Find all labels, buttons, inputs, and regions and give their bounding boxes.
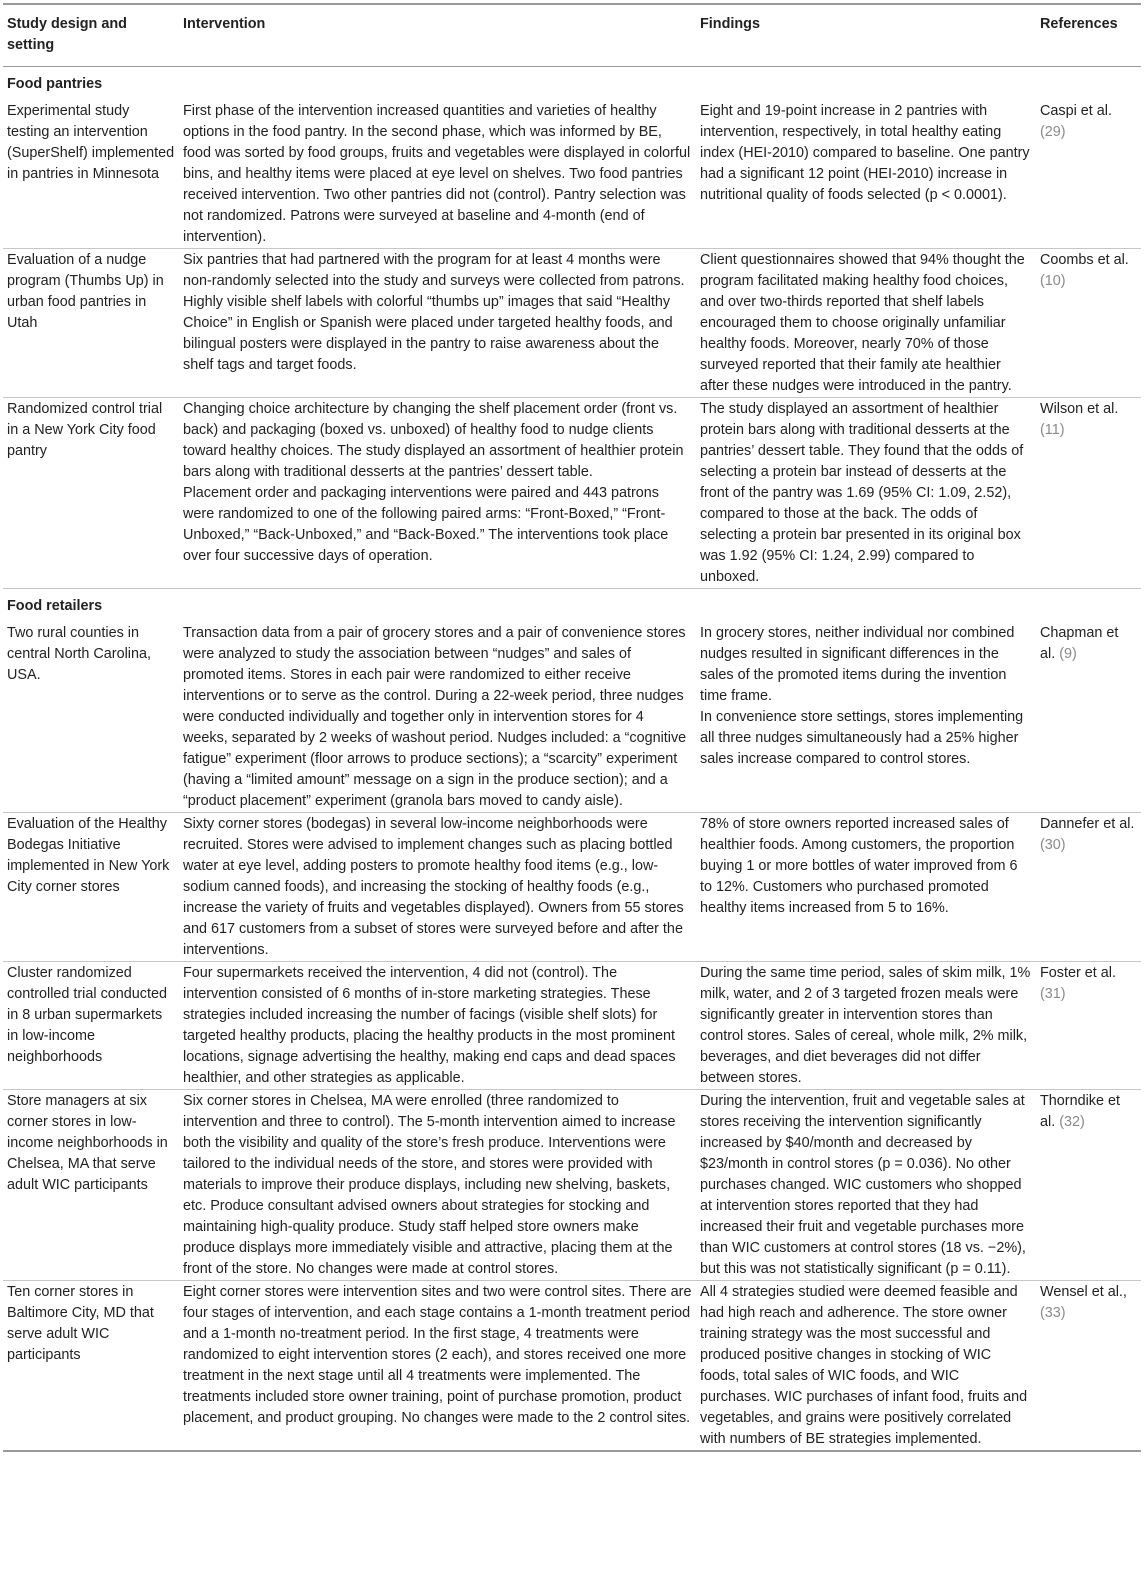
citation-link[interactable]: (9) xyxy=(1059,646,1077,662)
table-row xyxy=(3,100,1141,249)
intervention: Eight corner stores were intervention sites and two were control sites. There are four stages of intervention, and each stage contains a 1-month treatment period and a 1-month no-treatment period. In the first stage, 4 treatments were randomized to eight intervention stores (2 each), and stores received one more treatment in the next stage until all 4 treatments were implemented. The treatments included store owner training, point of purchase promotion, product placement, and product grouping. No changes were made to the 2 control sites. xyxy=(179,1281,696,1452)
reference xyxy=(1036,1281,1141,1452)
reference xyxy=(1036,622,1141,813)
section-row xyxy=(3,67,1141,101)
citation-link[interactable]: (29) xyxy=(1040,124,1066,140)
reference-author: Coombs et al. xyxy=(1040,252,1129,268)
table-row xyxy=(3,249,1141,398)
intervention: Six corner stores in Chelsea, MA were enrolled (three randomized to intervention and three to control). The 5-month intervention aimed to increase both the visibility and quality of the store’s fresh produce. Interventions were tailored to the individual needs of the store, and stores were provided with materials to improve their produce displays, including new shelving, baskets, etc. Produce consultant advised owners about strategies for stocking and maintaining high-quality produce. Study staff helped store owners make produce displays more immediately visible and attractive, placing them at the front of the store. No changes were made at control stores. xyxy=(179,1090,696,1281)
table-row xyxy=(3,622,1141,813)
intervention: Transaction data from a pair of grocery stores and a pair of convenience stores were analyzed to study the association between “nudges” and sales of promoted items. Stores in each pair were randomized to either receive interventions or to serve as the control. During a 22-week period, three nudges were conducted individually and together only in intervention stores for 4 weeks, separated by 2 weeks of washout period. Nudges included: a “cognitive fatigue” experiment (floor arrows to produce sections); a “scarcity” experiment (having a “limited amount” message on a sign in the produce section); and a “product placement” experiment (granola bars moved to candy aisle). xyxy=(179,622,696,813)
citation-link[interactable]: (31) xyxy=(1040,986,1066,1002)
intervention: Four supermarkets received the intervention, 4 did not (control). The intervention consisted of 6 months of in-store marketing strategies. These strategies included increasing the number of facings (visible shelf slots) for targeted healthy products, placing the healthy products in the most prominent locations, signage advertising the healthy, making end caps and dead spaces healthier, and other strategies as applicable. xyxy=(179,962,696,1090)
findings: During the intervention, fruit and vegetable sales at stores receiving the intervention significantly increased by $40/month and decreased by $23/month in control stores (p = 0.036). No other purchases changed. WIC customers who shopped at intervention stores reported that they had increased their fruit and vegetable purchases more than WIC customers at control stores (18 vs. −2%), but this was not statistically significant (p = 0.11). xyxy=(696,1090,1036,1281)
reference-author: Thorndike et al. xyxy=(1040,1093,1120,1130)
findings: The study displayed an assortment of healthier protein bars along with traditional desserts at the pantries’ dessert table. They found that the odds of selecting a protein bar instead of desserts at the front of the pantry was 1.69 (95% CI: 1.09, 2.52), compared to those at the back. The odds of selecting a protein bar presented in its original box was 1.92 (95% CI: 1.24, 2.99) compared to unboxed. xyxy=(696,398,1036,589)
section-row xyxy=(3,589,1141,623)
reference-author: Wilson et al. xyxy=(1040,401,1119,417)
citation-link[interactable]: (30) xyxy=(1040,837,1066,853)
citation-link[interactable]: (11) xyxy=(1040,422,1065,438)
reference xyxy=(1036,1090,1141,1281)
reference-author: Dannefer et al. xyxy=(1040,816,1135,832)
study-design: Ten corner stores in Baltimore City, MD that serve adult WIC participants xyxy=(3,1281,179,1452)
table-row xyxy=(3,813,1141,962)
findings: 78% of store owners reported increased sales of healthier foods. Among customers, the proportion buying 1 or more bottles of water improved from 6 to 12%. Customers who purchased promoted healthy items increased from 5 to 16%. xyxy=(696,813,1036,962)
study-design: Cluster randomized controlled trial conducted in 8 urban supermarkets in low-income neighborhoods xyxy=(3,962,179,1090)
table-row xyxy=(3,1281,1141,1452)
study-design: Experimental study testing an intervention (SuperShelf) implemented in pantries in Minnesota xyxy=(3,100,179,249)
reference-author: Chapman et al. xyxy=(1040,625,1119,662)
findings: During the same time period, sales of skim milk, 1% milk, water, and 2 of 3 targeted frozen meals were significantly greater in intervention stores than control stores. Sales of cereal, whole milk, 2% milk, beverages, and diet beverages did not differ between stores. xyxy=(696,962,1036,1090)
findings: Client questionnaires showed that 94% thought the program facilitated making healthy food choices, and over two-thirds reported that shelf labels encouraged them to choose originally unfamiliar healthy foods. Moreover, nearly 70% of those surveyed reported that their family ate healthier after these nudges were introduced in the pantry. xyxy=(696,249,1036,398)
col-header-references: References xyxy=(1036,4,1141,67)
table-row xyxy=(3,962,1141,1090)
table-row xyxy=(3,1090,1141,1281)
findings: All 4 strategies studied were deemed feasible and had high reach and adherence. The store owner training strategy was the most successful and produced positive changes in stocking of WIC foods, total sales of WIC foods, and WIC purchases. WIC purchases of infant food, fruits and vegetables, and grains were positively correlated with numbers of BE strategies implemented. xyxy=(696,1281,1036,1452)
reference xyxy=(1036,813,1141,962)
study-design: Evaluation of the Healthy Bodegas Initiative implemented in New York City corner stores xyxy=(3,813,179,962)
study-design: Randomized control trial in a New York City food pantry xyxy=(3,398,179,589)
section-title: Food pantries xyxy=(7,76,103,92)
study-table xyxy=(3,3,1141,1452)
col-header-intervention: Intervention xyxy=(179,4,696,67)
intervention: Sixty corner stores (bodegas) in several low-income neighborhoods were recruited. Stores were advised to implement changes such as placing bottled water at eye level, adding posters to promote healthy food items (e.g., low-sodium canned foods), and increasing the stocking of healthy foods (e.g., increase the variety of fruits and vegetables displayed). Owners from 55 stores and 617 customers from a subset of stores were surveyed before and after the interventions. xyxy=(179,813,696,962)
citation-link[interactable]: (33) xyxy=(1040,1305,1066,1321)
reference-author: Wensel et al., xyxy=(1040,1284,1127,1300)
intervention: Six pantries that had partnered with the program for at least 4 months were non-randomly selected into the study and surveys were collected from patrons. Highly visible shelf labels with colorful “thumbs up” images that said “Healthy Choice” in English or Spanish were placed under targeted healthy foods, and bilingual posters were displayed in the pantry to raise awareness about the shelf tags and target foods. xyxy=(179,249,696,398)
citation-link[interactable]: (32) xyxy=(1059,1114,1085,1130)
reference xyxy=(1036,962,1141,1090)
reference-author: Foster et al. xyxy=(1040,965,1116,981)
col-header-findings: Findings xyxy=(696,4,1036,67)
intervention: First phase of the intervention increased quantities and varieties of healthy options in the food pantry. In the second phase, which was informed by BE, food was sorted by food groups, fruits and vegetables were displayed in colorful bins, and healthy items were placed at eye level on shelves. Two food pantries received intervention. Two other pantries did not (control). Pantry selection was not randomized. Patrons were surveyed at baseline and 4-month (end of intervention). xyxy=(179,100,696,249)
study-design: Store managers at six corner stores in low-income neighborhoods in Chelsea, MA that serve adult WIC participants xyxy=(3,1090,179,1281)
reference-author: Caspi et al. xyxy=(1040,103,1112,119)
findings: Eight and 19-point increase in 2 pantries with intervention, respectively, in total healthy eating index (HEI-2010) compared to baseline. One pantry had a significant 12 point (HEI-2010) increase in nutritional quality of foods selected (p < 0.0001). xyxy=(696,100,1036,249)
findings: In grocery stores, neither individual nor combined nudges resulted in significant differences in the sales of the promoted items during the invention time frame. In convenience store settings, stores implementing all three nudges simultaneously had a 25% higher sales increase compared to control stores. xyxy=(696,622,1036,813)
header-row xyxy=(3,4,1141,67)
col-header-design: Study design and setting xyxy=(3,4,179,67)
intervention: Changing choice architecture by changing the shelf placement order (front vs. back) and packaging (boxed vs. unboxed) of healthy food to nudge clients toward healthy choices. The study displayed an assortment of healthier protein bars along with traditional desserts at the pantries’ dessert table. Placement order and packaging interventions were paired and 443 patrons were randomized to one of the following paired arms: “Front-Boxed,” “Front-Unboxed,” “Back-Unboxed,” and “Back-Boxed.” The interventions took place over four successive days of operation. xyxy=(179,398,696,589)
reference xyxy=(1036,100,1141,249)
section-title: Food retailers xyxy=(7,598,103,614)
study-design: Evaluation of a nudge program (Thumbs Up) in urban food pantries in Utah xyxy=(3,249,179,398)
reference xyxy=(1036,249,1141,398)
table-row xyxy=(3,398,1141,589)
study-design: Two rural counties in central North Carolina, USA. xyxy=(3,622,179,813)
reference xyxy=(1036,398,1141,589)
citation-link[interactable]: (10) xyxy=(1040,273,1066,289)
